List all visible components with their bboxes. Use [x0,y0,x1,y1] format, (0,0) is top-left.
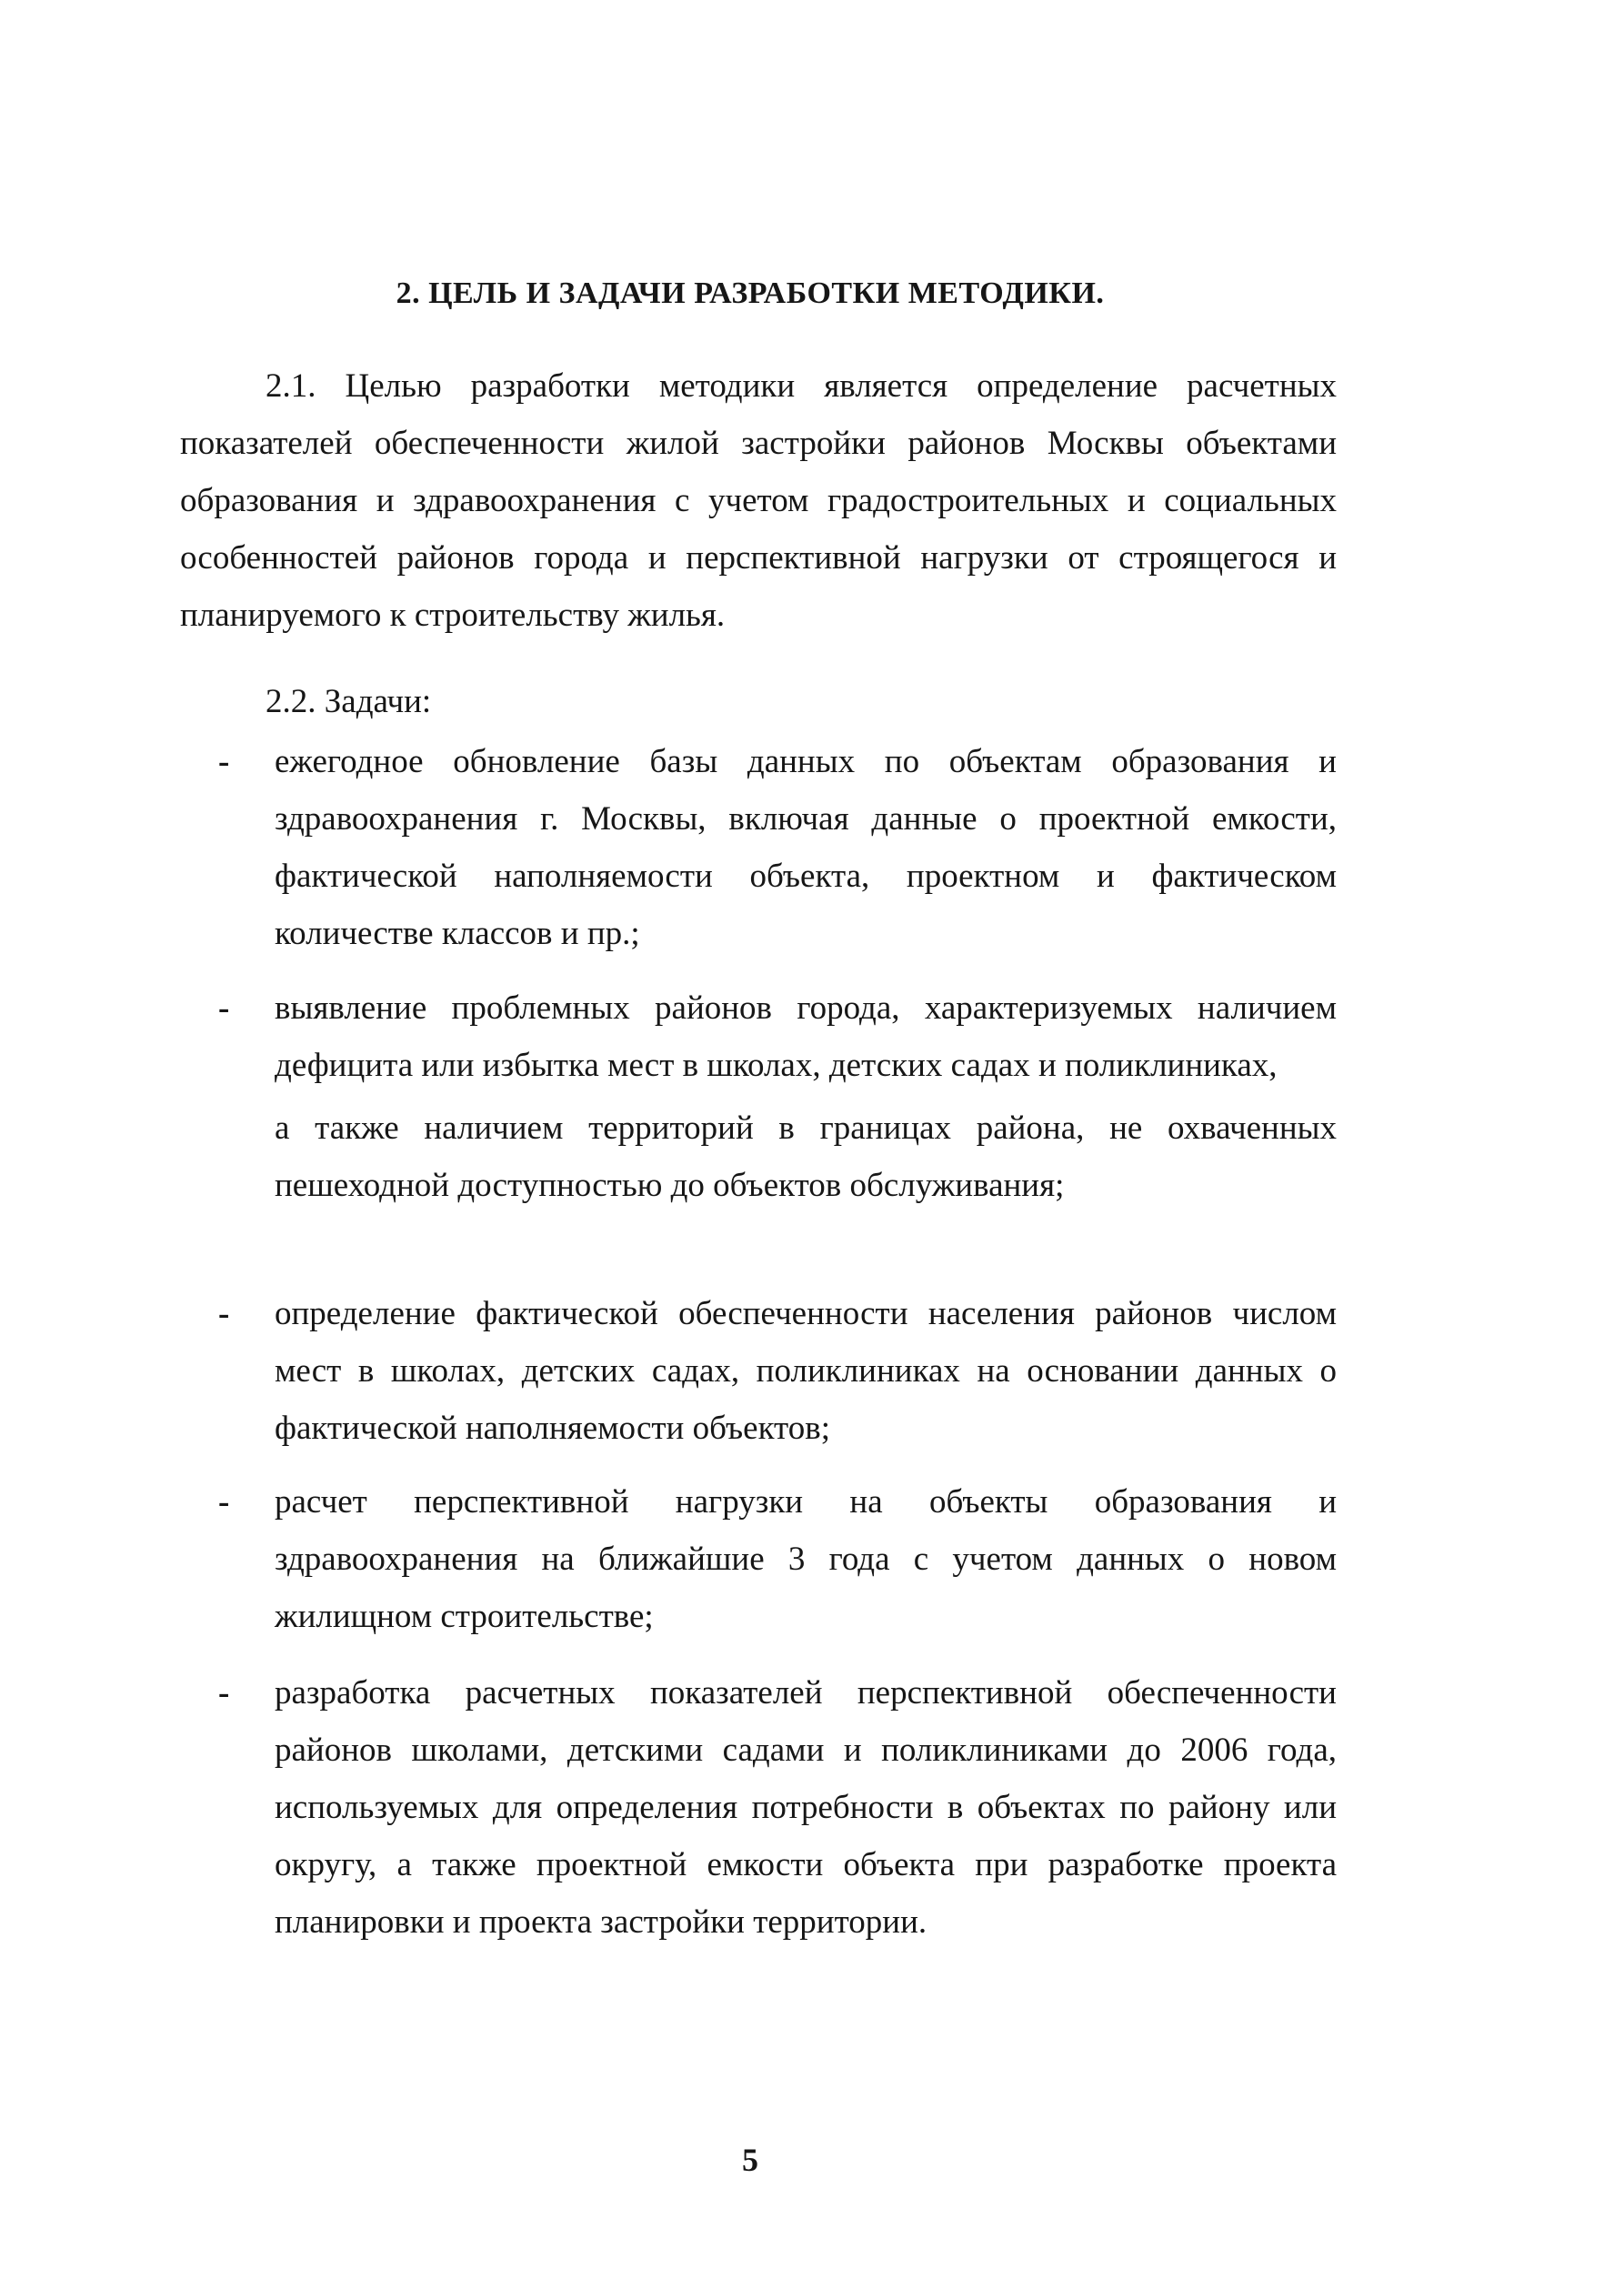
task-item-problem-districts [218,979,1337,1214]
task-item-database-update [218,733,1337,962]
dash-bullet: - [218,1295,230,1332]
task-item-actual-provision [218,1285,1337,1457]
tasks-label: 2.2. Задачи: [266,683,432,720]
task-text: выявление проблемных районов города, характеризуемых наличием дефицита или избытка мест в школах, детских садах и поликлиниках, [275,989,1337,1084]
task-text-continuation: а также наличием территорий в границах района, не охваченных пешеходной доступностью до объектов обслуживания; [275,1109,1337,1204]
paragraph-2-1: 2.1. Целью разработки методики является определение расчетных показателей обеспеченности жилой застройки районов Москвы объектами образования и здравоохранения с учетом градостроительных и социальных особенностей районов города и перспективной нагрузки от строящегося и планируемого к строительству жилья. [180,367,1337,634]
dash-bullet: - [218,1483,230,1521]
task-text: разработка расчетных показателей перспективной обеспеченности районов школами, детскими садами и поликлиниками до 2006 года, используемых для определения потребности в объектах по району или округу, а также проектной емкости объекта при разработке проекта планировки и проекта застройки территории. [275,1674,1337,1941]
dash-bullet: - [218,989,230,1027]
dash-bullet: - [218,743,230,780]
dash-bullet: - [218,1674,230,1712]
task-item-load-calculation [218,1473,1337,1645]
section-heading: 2. ЦЕЛЬ И ЗАДАЧИ РАЗРАБОТКИ МЕТОДИКИ. [396,276,1105,310]
task-text: определение фактической обеспеченности населения районов числом мест в школах, детских садах, поликлиниках на основании данных о фактической наполняемости объектов; [275,1295,1337,1447]
task-text: расчет перспективной нагрузки на объекты образования и здравоохранения на ближайшие 3 года с учетом данных о новом жилищном строительстве; [275,1483,1337,1635]
task-item-indicators-development [218,1664,1337,1951]
task-text: ежегодное обновление базы данных по объектам образования и здравоохранения г. Москвы, включая данные о проектной емкости, фактической наполняемости объекта, проектном и фактическом количестве классов и пр.; [275,743,1337,952]
page-number: 5 [742,2142,758,2178]
